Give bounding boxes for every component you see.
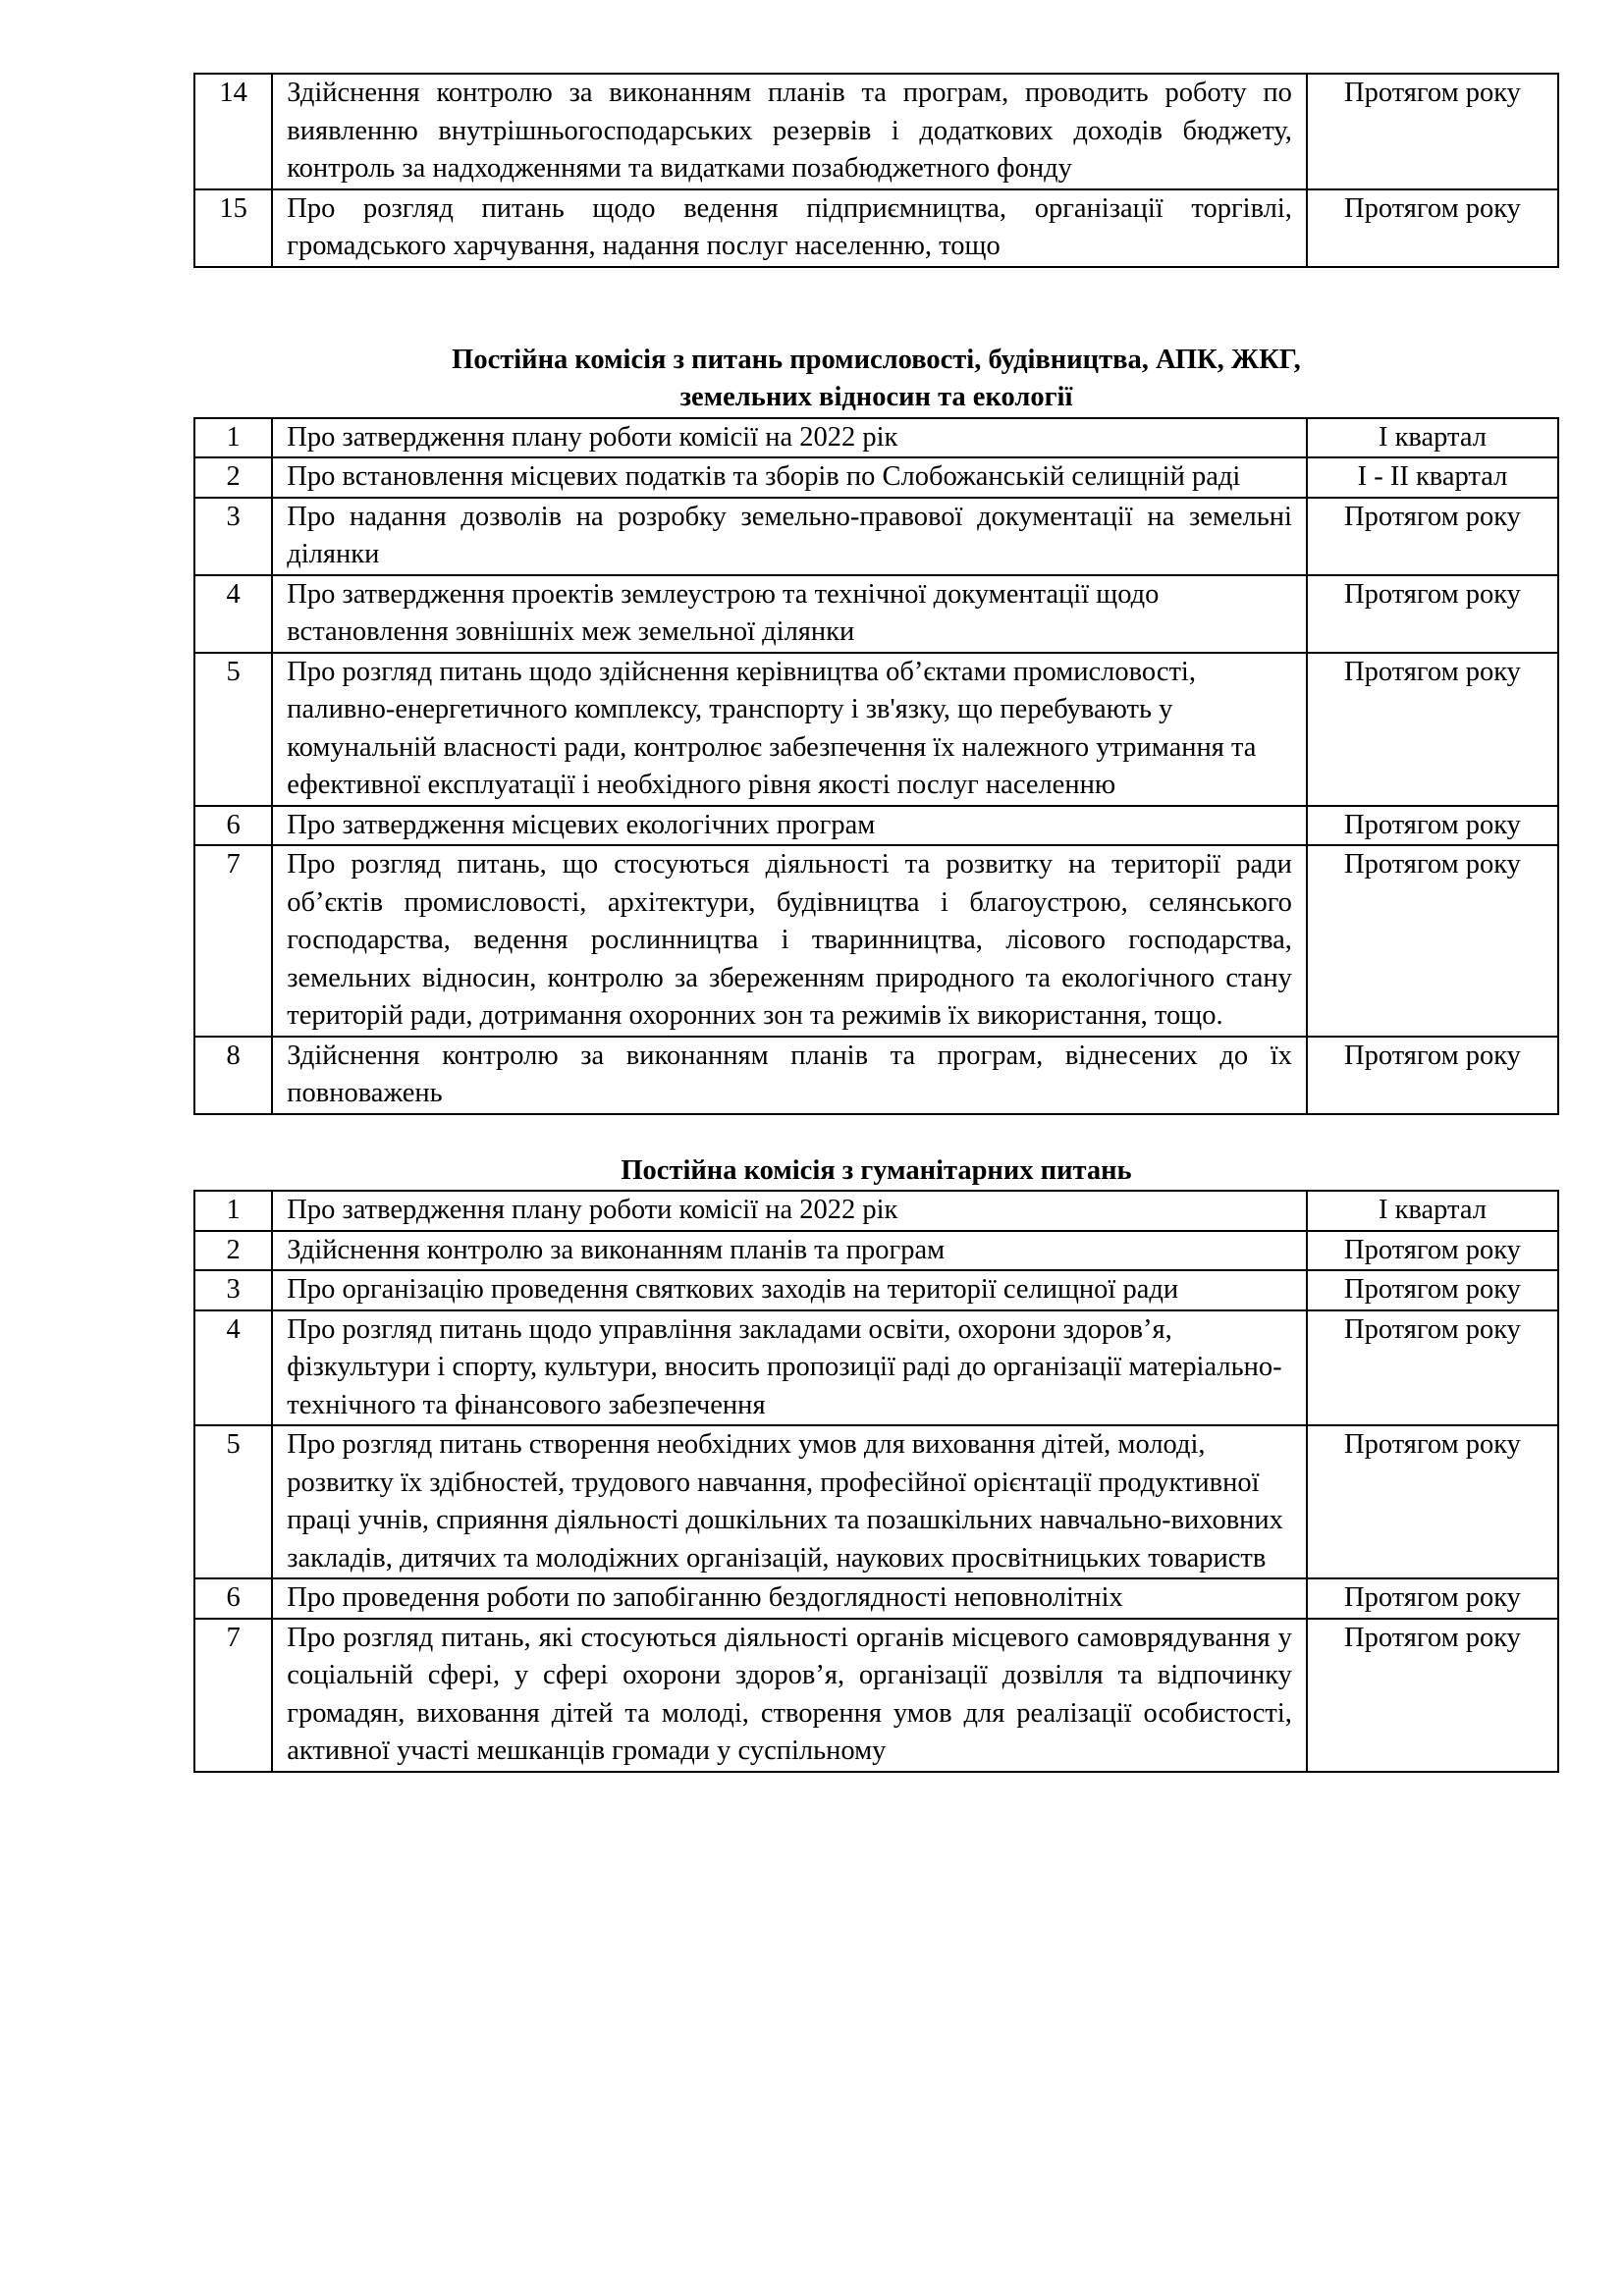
table-row (194, 418, 1558, 458)
row-text: Про організацію проведення святкових заходів на території селищної ради (272, 1270, 1307, 1310)
row-term: І - ІІ квартал (1307, 457, 1558, 498)
table-row (194, 498, 1558, 575)
table-row (194, 1270, 1558, 1310)
row-number: 6 (194, 1578, 272, 1619)
table-row (194, 845, 1558, 1037)
row-text: Про розгляд питань щодо здійснення керівництва об’єктами промисловості, паливно-енергетичного комплексу, транспорту і зв'язку, що перебувають у комунальній власності ради, контролює забезпечення їх належного утримання та ефективної експлуатації і необхідного рівня якості послуг населенню (272, 653, 1307, 806)
row-term: Протягом року (1307, 1619, 1558, 1772)
table-row (194, 575, 1558, 653)
row-number: 2 (194, 457, 272, 498)
row-number: 2 (194, 1231, 272, 1271)
row-text: Здійснення контролю за виконанням планів та програм, віднесених до їх повноважень (272, 1037, 1307, 1114)
section-title-industry (193, 342, 1559, 417)
table-row (194, 457, 1558, 498)
section-title-humanitarian: Постійна комісія з гуманітарних питань (621, 1154, 1132, 1186)
row-number: 14 (194, 74, 272, 189)
row-text: Про надання дозволів на розробку земельно-правової документації на земельні ділянки (272, 498, 1307, 575)
row-number: 6 (194, 806, 272, 846)
row-text: Про затвердження плану роботи комісії на 2022 рік (272, 418, 1307, 458)
plan-table-industry (193, 417, 1559, 1115)
row-text: Про затвердження плану роботи комісії на 2022 рік (272, 1191, 1307, 1231)
table-row (194, 1578, 1558, 1619)
row-number: 1 (194, 418, 272, 458)
row-number: 8 (194, 1037, 272, 1114)
table-row (194, 1231, 1558, 1271)
table-row (194, 806, 1558, 846)
row-term: Протягом року (1307, 1231, 1558, 1271)
row-term: Протягом року (1307, 74, 1558, 189)
row-term: Протягом року (1307, 1310, 1558, 1426)
row-term: І квартал (1307, 418, 1558, 458)
section-title-line-2: земельних відносин та екології (679, 382, 1073, 412)
table-row (194, 1310, 1558, 1426)
plan-table-humanitarian (193, 1190, 1559, 1773)
row-term: Протягом року (1307, 845, 1558, 1037)
table-row (194, 1191, 1558, 1231)
row-term: Протягом року (1307, 1270, 1558, 1310)
row-text: Про розгляд питань щодо ведення підприємництва, організації торгівлі, громадського харчування, надання послуг населенню, тощо (272, 189, 1307, 267)
row-number: 15 (194, 189, 272, 267)
row-text: Про проведення роботи по запобіганню бездоглядності неповнолітніх (272, 1578, 1307, 1619)
row-number: 3 (194, 498, 272, 575)
row-number: 3 (194, 1270, 272, 1310)
document-page (193, 73, 1559, 1773)
row-number: 4 (194, 575, 272, 653)
row-number: 5 (194, 653, 272, 806)
table-row (194, 74, 1558, 189)
row-text: Про розгляд питань створення необхідних умов для виховання дітей, молоді, розвитку їх здібностей, трудового навчання, професійної орієнтації продуктивної праці учнів, сприяння діяльності дошкільних та позашкільних навчально-виховних закладів, дитячих та молодіжних організацій, наукових просвітницьких товариств (272, 1425, 1307, 1578)
table-row (194, 1619, 1558, 1772)
row-term: І квартал (1307, 1191, 1558, 1231)
row-text: Про встановлення місцевих податків та зборів по Слобожанській селищній раді (272, 457, 1307, 498)
table-row (194, 1425, 1558, 1578)
row-number: 4 (194, 1310, 272, 1426)
row-number: 7 (194, 845, 272, 1037)
row-term: Протягом року (1307, 1037, 1558, 1114)
plan-table-continuation (193, 73, 1559, 268)
row-text: Про затвердження проектів землеустрою та технічної документації щодо встановлення зовнішніх меж земельної ділянки (272, 575, 1307, 653)
row-number: 5 (194, 1425, 272, 1578)
section-title-line-1: Постійна комісія з питань промисловості, будівництва, АПК, ЖКГ, (452, 344, 1301, 375)
row-text: Про розгляд питань, які стосуються діяльності органів місцевого самоврядування у соціальній сфері, у сфері охорони здоров’я, організації дозвілля та відпочинку громадян, виховання дітей та молоді, створення умов для реалізації особистості, активної участі мешканців громади у суспільному (272, 1619, 1307, 1772)
table-row (194, 189, 1558, 267)
row-term: Протягом року (1307, 189, 1558, 267)
row-number: 1 (194, 1191, 272, 1231)
row-term: Протягом року (1307, 653, 1558, 806)
row-text: Про затвердження місцевих екологічних програм (272, 806, 1307, 846)
row-text: Здійснення контролю за виконанням планів та програм, проводить роботу по виявленню внутрішньогосподарських резервів і додаткових доходів бюджету, контроль за надходженнями та видатками позабюджетного фонду (272, 74, 1307, 189)
row-text: Про розгляд питань щодо управління закладами освіти, охорони здоров’я, фізкультури і спорту, культури, вносить пропозиції раді до організації матеріально-технічного та фінансового забезпечення (272, 1310, 1307, 1426)
table-row (194, 1037, 1558, 1114)
row-term: Протягом року (1307, 1578, 1558, 1619)
table-row (194, 653, 1558, 806)
row-term: Протягом року (1307, 498, 1558, 575)
row-term: Протягом року (1307, 806, 1558, 846)
row-text: Здійснення контролю за виконанням планів та програм (272, 1231, 1307, 1271)
row-text: Про розгляд питань, що стосуються діяльності та розвитку на території ради об’єктів промисловості, архітектури, будівництва і благоустрою, селянського господарства, ведення рослинництва і тваринництва, лісового господарства, земельних відносин, контролю за збереженням природного та екологічного стану територій ради, дотримання охоронних зон та режимів їх використання, тощо. (272, 845, 1307, 1037)
row-number: 7 (194, 1619, 272, 1772)
row-term: Протягом року (1307, 1425, 1558, 1578)
row-term: Протягом року (1307, 575, 1558, 653)
